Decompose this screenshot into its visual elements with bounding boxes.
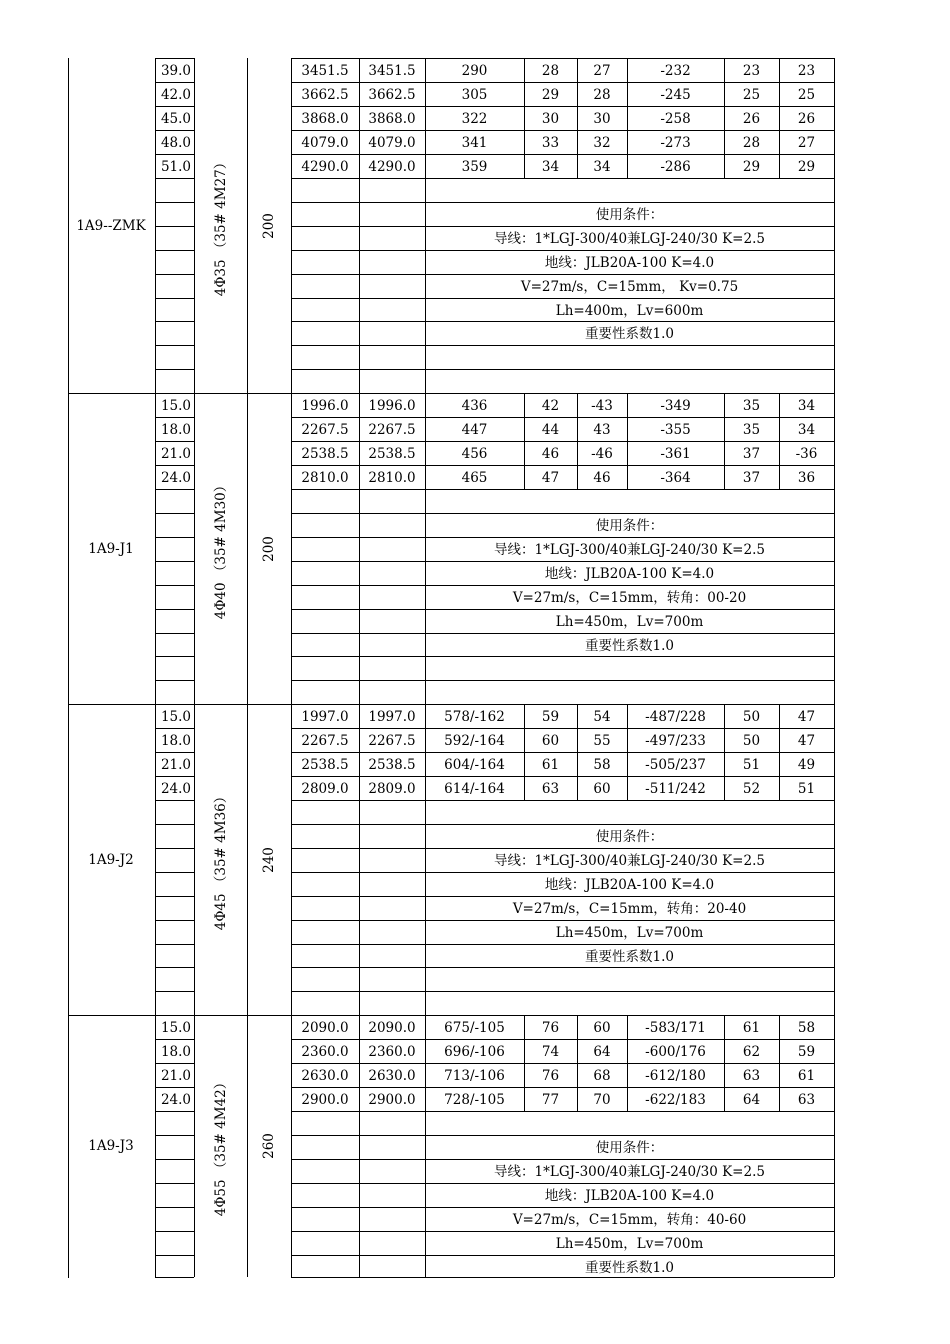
table-cell: 64 [593, 1043, 611, 1060]
table-cell: 465 [461, 469, 488, 486]
table-cell: 359 [461, 158, 488, 175]
table-cell: 34 [797, 421, 816, 438]
length-cell: 21.0 [160, 445, 191, 462]
row-line [155, 585, 194, 586]
table-cell: 322 [461, 110, 488, 127]
length-cell: 15.0 [160, 397, 191, 414]
table-cell: 2810.0 [368, 469, 416, 486]
row-line [155, 298, 194, 299]
row-line [155, 609, 194, 610]
table-cell: 23 [742, 62, 761, 79]
length-cell: 18.0 [160, 421, 191, 438]
table-cell: 51 [797, 780, 816, 797]
table-cell: 2267.5 [368, 421, 416, 438]
row-line [155, 274, 194, 275]
table-cell: 47 [797, 708, 816, 725]
table-cell: -349 [660, 397, 691, 414]
length-column-right [194, 1015, 195, 1277]
table-cell: 713/-106 [444, 1067, 505, 1084]
table-cell: 2267.5 [301, 421, 349, 438]
data-column-right [834, 58, 835, 393]
usage-conditions-title: 使用条件： [595, 1139, 664, 1156]
table-cell: -497/233 [645, 732, 706, 749]
table-cell: 2630.0 [368, 1067, 416, 1084]
table-cell: 27 [797, 134, 816, 151]
table-cell: 60 [593, 780, 611, 797]
table-cell: 3662.5 [368, 86, 416, 103]
table-cell: 2267.5 [301, 732, 349, 749]
row-line [155, 944, 194, 945]
table-cell: 76 [541, 1019, 560, 1036]
model-label: 1A9-J2 [88, 851, 134, 868]
data-column-right [834, 393, 835, 704]
usage-condition-line: V=27m/s，C=15mm， Kv=0.75 [520, 278, 739, 295]
table-cell: 63 [541, 780, 560, 797]
anchor-bolt-text: 4Φ55 （35# 4M42） [212, 1075, 229, 1217]
length-cell: 24.0 [160, 1091, 191, 1108]
table-cell: 44 [541, 421, 560, 438]
table-cell: 42 [541, 397, 560, 414]
table-cell: 58 [797, 1019, 816, 1036]
row-line [155, 896, 194, 897]
usage-conditions-title: 使用条件： [595, 517, 664, 534]
table-cell: 696/-106 [444, 1043, 505, 1060]
usage-condition-line: Lh=450m，Lv=700m [555, 1235, 704, 1252]
table-cell: 33 [541, 134, 560, 151]
table-cell: 2900.0 [301, 1091, 349, 1108]
table-cell: -46 [591, 445, 613, 462]
table-cell: 62 [742, 1043, 761, 1060]
table-cell: 77 [541, 1091, 560, 1108]
table-cell: 4290.0 [368, 158, 416, 175]
length-cell: 51.0 [160, 158, 191, 175]
table-cell: -511/242 [645, 780, 706, 797]
table-cell: 23 [797, 62, 816, 79]
row-line [291, 369, 834, 370]
usage-condition-line: V=27m/s，C=15mm，转角：00-20 [512, 589, 747, 606]
table-cell: 60 [541, 732, 560, 749]
usage-condition-line: 重要性系数1.0 [585, 325, 674, 342]
table-cell: -258 [660, 110, 691, 127]
usage-condition-line: 重要性系数1.0 [585, 637, 674, 654]
length-cell: 18.0 [160, 1043, 191, 1060]
table-cell: 29 [541, 86, 560, 103]
table-cell: 34 [797, 397, 816, 414]
usage-condition-line: 重要性系数1.0 [585, 948, 674, 965]
table-cell: 436 [461, 397, 488, 414]
table-cell: 37 [742, 445, 761, 462]
row-line [155, 321, 194, 322]
table-cell: 2538.5 [301, 445, 349, 462]
table-bottom-border [155, 1277, 194, 1278]
table-cell: 2630.0 [301, 1067, 349, 1084]
table-cell: 35 [742, 421, 761, 438]
size-text: 200 [261, 212, 277, 239]
usage-condition-line: Lh=450m，Lv=700m [555, 613, 704, 630]
length-cell: 15.0 [160, 708, 191, 725]
table-cell: 52 [742, 780, 761, 797]
table-cell: 290 [461, 62, 488, 79]
table-cell: 46 [593, 469, 611, 486]
table-cell: 4290.0 [301, 158, 349, 175]
table-cell: 2538.5 [368, 445, 416, 462]
table-cell: 61 [742, 1019, 761, 1036]
table-cell: 50 [742, 732, 761, 749]
usage-condition-line: 导线：1*LGJ-300/40兼LGJ-240/30 K=2.5 [494, 230, 765, 247]
usage-condition-line: V=27m/s，C=15mm，转角：20-40 [512, 900, 747, 917]
table-cell: 59 [797, 1043, 816, 1060]
usage-conditions-title: 使用条件： [595, 828, 664, 845]
row-line [155, 967, 194, 968]
table-cell: 36 [797, 469, 816, 486]
table-cell: 2900.0 [368, 1091, 416, 1108]
table-cell: 604/-164 [444, 756, 505, 773]
table-cell: 47 [541, 469, 560, 486]
table-cell: 3451.5 [368, 62, 416, 79]
table-cell: 675/-105 [444, 1019, 505, 1036]
table-cell: 55 [593, 732, 611, 749]
usage-condition-line: 重要性系数1.0 [585, 1259, 674, 1276]
table-cell: -43 [591, 397, 613, 414]
table-cell: 2810.0 [301, 469, 349, 486]
model-label: 1A9-J1 [88, 540, 134, 557]
table-cell: -361 [660, 445, 691, 462]
size-column-line [247, 58, 248, 393]
table-cell: 74 [541, 1043, 560, 1060]
table-cell: 61 [797, 1067, 816, 1084]
table-cell: 59 [541, 708, 560, 725]
length-column-right [194, 393, 195, 704]
table-cell: -505/237 [645, 756, 706, 773]
table-cell: 61 [541, 756, 560, 773]
table-cell: 3868.0 [368, 110, 416, 127]
table-cell: 1996.0 [301, 397, 349, 414]
usage-condition-line: 地线：JLB20A-100 K=4.0 [544, 1187, 715, 1204]
usage-condition-line: 导线：1*LGJ-300/40兼LGJ-240/30 K=2.5 [494, 541, 765, 558]
row-line [155, 824, 194, 825]
usage-condition-line: V=27m/s，C=15mm，转角：40-60 [512, 1211, 747, 1228]
table-cell: 728/-105 [444, 1091, 505, 1108]
usage-condition-line: 导线：1*LGJ-300/40兼LGJ-240/30 K=2.5 [494, 852, 765, 869]
usage-condition-line: Lh=450m，Lv=700m [555, 924, 704, 941]
table-cell: -583/171 [645, 1019, 706, 1036]
row-line [155, 1255, 194, 1256]
table-cell: 2267.5 [368, 732, 416, 749]
table-cell: 3662.5 [301, 86, 349, 103]
table-cell: 37 [742, 469, 761, 486]
table-cell: -232 [660, 62, 691, 79]
table-cell: -286 [660, 158, 691, 175]
row-line [155, 345, 194, 346]
usage-conditions-title: 使用条件： [595, 206, 664, 223]
row-line [155, 226, 194, 227]
table-cell: 25 [797, 86, 816, 103]
table-cell: 2538.5 [368, 756, 416, 773]
table-cell: -364 [660, 469, 691, 486]
table-cell: 2538.5 [301, 756, 349, 773]
table-cell: 26 [742, 110, 761, 127]
length-column-right [194, 58, 195, 393]
anchor-bolt-text: 4Φ35 （35# 4M27） [212, 155, 229, 296]
table-cell: 30 [541, 110, 560, 127]
table-cell: -622/183 [645, 1091, 706, 1108]
size-column-line [247, 393, 248, 704]
row-line [155, 848, 194, 849]
table-cell: 2809.0 [301, 780, 349, 797]
table-cell: 2090.0 [301, 1019, 349, 1036]
row-line [155, 1207, 194, 1208]
table-cell: 49 [797, 756, 816, 773]
usage-condition-line: 导线：1*LGJ-300/40兼LGJ-240/30 K=2.5 [494, 1163, 765, 1180]
table-cell: 25 [742, 86, 761, 103]
row-line [155, 1231, 194, 1232]
size-text: 260 [261, 1133, 277, 1159]
anchor-bolt-text: 4Φ45 （35# 4M36） [212, 789, 229, 930]
length-cell: 21.0 [160, 756, 191, 773]
table-cell: 32 [593, 134, 611, 151]
table-cell: -355 [660, 421, 691, 438]
table-cell: 614/-164 [444, 780, 505, 797]
table-cell: 2360.0 [368, 1043, 416, 1060]
size-column-line [247, 1015, 248, 1277]
row-line [155, 920, 194, 921]
row-line [155, 369, 194, 370]
length-cell: 24.0 [160, 780, 191, 797]
row-line [155, 202, 194, 203]
row-line [155, 680, 194, 681]
usage-condition-line: 地线：JLB20A-100 K=4.0 [544, 876, 715, 893]
table-cell: 27 [593, 62, 611, 79]
table-cell: 70 [593, 1091, 611, 1108]
table-cell: 1996.0 [368, 397, 416, 414]
table-cell: 305 [461, 86, 488, 103]
anchor-bolt-text: 4Φ40 （35# 4M30） [212, 478, 229, 619]
length-column-right [194, 704, 195, 1015]
length-cell: 24.0 [160, 469, 191, 486]
data-column-right [834, 704, 835, 1015]
length-cell: 45.0 [160, 110, 191, 127]
table-cell: 34 [541, 158, 560, 175]
table-cell: 43 [593, 421, 611, 438]
table-cell: 50 [742, 708, 761, 725]
length-cell: 21.0 [160, 1067, 191, 1084]
row-line [155, 872, 194, 873]
table-cell: 26 [797, 110, 816, 127]
table-cell: 30 [593, 110, 611, 127]
table-cell: 2090.0 [368, 1019, 416, 1036]
table-cell: 64 [742, 1091, 761, 1108]
table-cell: 447 [461, 421, 488, 438]
table-cell: 29 [742, 158, 761, 175]
usage-condition-line: 地线：JLB20A-100 K=4.0 [544, 254, 715, 271]
table-cell: 47 [797, 732, 816, 749]
table-cell: 456 [461, 445, 488, 462]
length-cell: 48.0 [160, 134, 191, 151]
table-cell: -273 [660, 134, 691, 151]
row-line [155, 991, 194, 992]
table-cell: 3868.0 [301, 110, 349, 127]
length-cell: 39.0 [160, 62, 191, 79]
row-line [155, 537, 194, 538]
row-line [155, 250, 194, 251]
table-cell: 35 [742, 397, 761, 414]
table-cell: -487/228 [645, 708, 706, 725]
row-line [155, 1135, 194, 1136]
table-cell: 63 [797, 1091, 816, 1108]
table-cell: 34 [593, 158, 611, 175]
length-cell: 18.0 [160, 732, 191, 749]
table-cell: 4079.0 [301, 134, 349, 151]
table-cell: 60 [593, 1019, 611, 1036]
table-cell: 29 [797, 158, 816, 175]
table-cell: -612/180 [645, 1067, 706, 1084]
row-line [155, 656, 194, 657]
table-cell: 68 [593, 1067, 611, 1084]
table-cell: -245 [660, 86, 691, 103]
row-line [155, 1183, 194, 1184]
model-label: 1A9-J3 [88, 1138, 134, 1154]
table-cell: 1997.0 [368, 708, 416, 725]
table-cell: 3451.5 [301, 62, 349, 79]
table-cell: 58 [593, 756, 611, 773]
length-cell: 15.0 [160, 1019, 191, 1036]
length-cell: 42.0 [160, 86, 191, 103]
table-cell: 28 [593, 86, 611, 103]
table-cell: 4079.0 [368, 134, 416, 151]
row-line [155, 561, 194, 562]
size-text: 200 [261, 535, 277, 562]
table-cell: -600/176 [645, 1043, 706, 1060]
table-cell: 2360.0 [301, 1043, 349, 1060]
usage-condition-line: 地线：JLB20A-100 K=4.0 [544, 565, 715, 582]
table-cell: 63 [742, 1067, 761, 1084]
table-cell: 28 [541, 62, 560, 79]
size-column-line [247, 704, 248, 1015]
data-column-right [834, 1015, 835, 1277]
row-line [291, 991, 834, 992]
table-cell: 1997.0 [301, 708, 349, 725]
table-cell: 592/-164 [444, 732, 505, 749]
table-cell: 578/-162 [444, 708, 505, 725]
table-cell: 51 [742, 756, 761, 773]
table-cell: -36 [795, 445, 818, 462]
row-line [155, 513, 194, 514]
table-cell: 76 [541, 1067, 560, 1084]
row-line [155, 1159, 194, 1160]
table-cell: 46 [541, 445, 560, 462]
table-cell: 54 [593, 708, 611, 725]
row-line [155, 633, 194, 634]
usage-condition-line: Lh=400m，Lv=600m [555, 302, 704, 319]
model-label: 1A9--ZMK [76, 217, 146, 234]
table-cell: 28 [742, 134, 761, 151]
table-cell: 2809.0 [368, 780, 416, 797]
table-cell: 341 [461, 134, 488, 151]
row-line [291, 680, 834, 681]
size-text: 240 [261, 846, 277, 873]
